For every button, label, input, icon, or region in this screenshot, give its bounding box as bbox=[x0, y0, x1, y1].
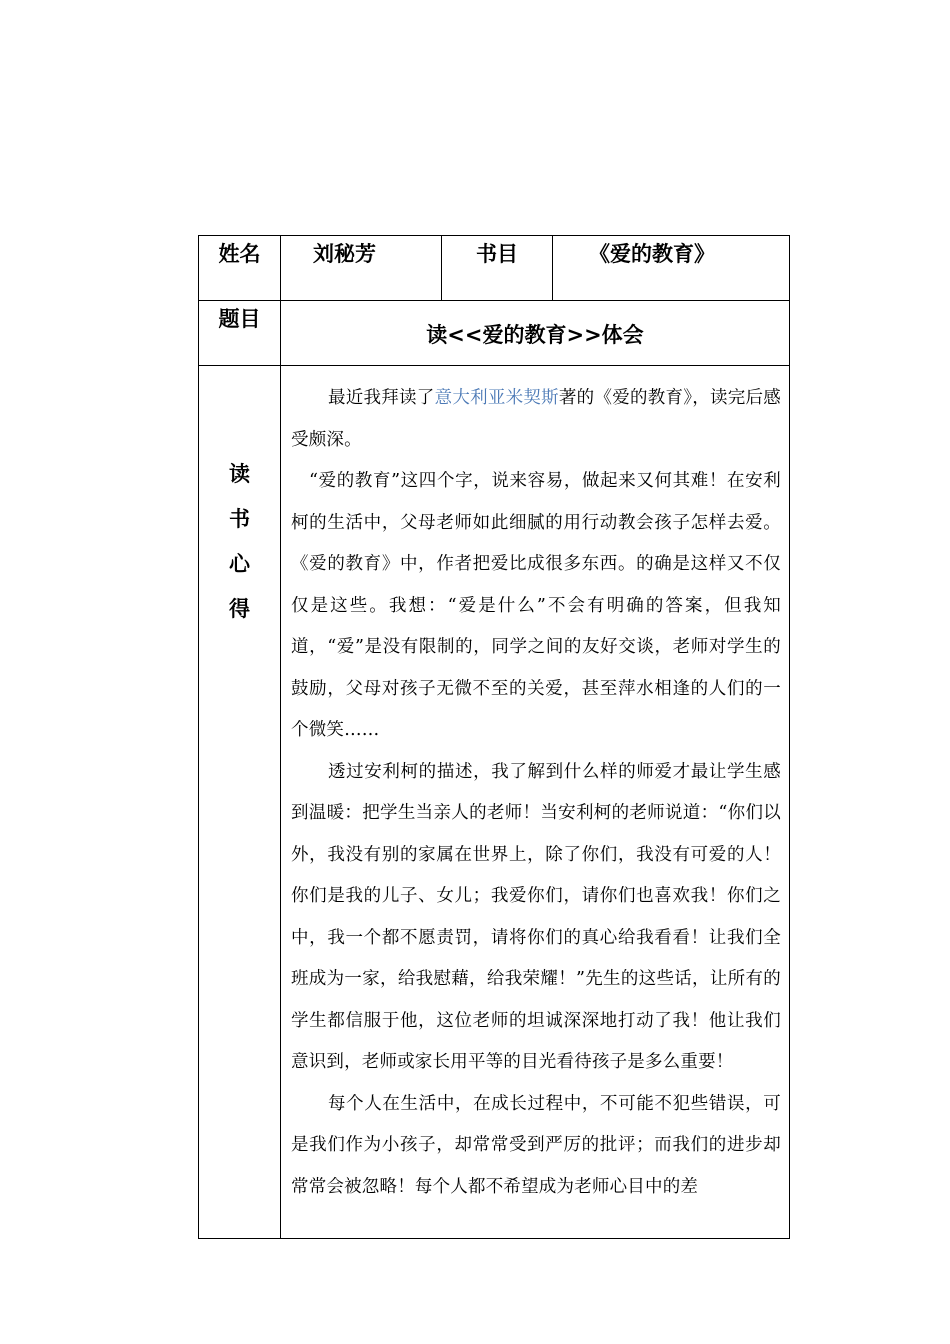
essay-row bbox=[199, 366, 790, 1239]
essay-paragraph-2: “爱的教育”这四个字，说来容易，做起来又何其难！在安利柯的生活中，父母老师如此细腻的用行动教会孩子怎样去爱。《爱的教育》中，作者把爱比成很多东西。的确是这样又不仅仅是这些。我想：“爱是什么”不会有明确的答案，但我知道，“爱”是没有限制的，同学之间的友好交谈，老师对学生的鼓励，父母对孩子无微不至的关爱，甚至萍水相逢的人们的一个微笑…… bbox=[291, 471, 781, 740]
section-label bbox=[199, 366, 281, 1239]
name-value: 刘秘芳 bbox=[281, 236, 442, 301]
topic-label: 题目 bbox=[199, 301, 281, 366]
essay-paragraph-3: 透过安利柯的描述，我了解到什么样的师爱才最让学生感到温暖：把学生当亲人的老师！当安利柯的老师说道：“你们以外，我没有别的家属在世界上，除了你们，我没有可爱的人！你们是我的儿子、女儿；我爱你们，请你们也喜欢我！你们之中，我一个都不愿责罚，请将你们的真心给我看看！让我们全班成为一家，给我慰藉，给我荣耀！”先生的这些话，让所有的学生都信服于他，这位老师的坦诚深深地打动了我！他让我们意识到，老师或家长用平等的目光看待孩子是多么重要！ bbox=[291, 761, 781, 1072]
section-label-char: 得 bbox=[229, 597, 250, 621]
reading-notes-form bbox=[198, 235, 790, 1239]
header-row bbox=[199, 236, 790, 301]
essay-body bbox=[281, 366, 790, 1239]
p1-text-after: 著的《爱的教育》，读完后感受颇深。 bbox=[291, 388, 782, 450]
topic-row bbox=[199, 301, 790, 366]
essay-paragraph-1 bbox=[291, 378, 781, 461]
section-label-char: 心 bbox=[229, 552, 250, 576]
author-link[interactable]: 意大利亚米契斯 bbox=[434, 388, 559, 408]
essay-paragraph-4: 每个人在生活中，在成长过程中，不可能不犯些错误，可是我们作为小孩子，却常常受到严厉的批评；而我们的进步却常常会被忽略！每个人都不希望成为老师心目中的差 bbox=[291, 1093, 781, 1197]
book-label: 书目 bbox=[442, 236, 553, 301]
p1-text-before: 最近我拜读了 bbox=[328, 388, 435, 408]
section-label-char: 书 bbox=[229, 507, 250, 531]
topic-value: 读<<爱的教育>>体会 bbox=[281, 301, 790, 366]
section-label-char: 读 bbox=[229, 462, 250, 486]
book-value: 《爱的教育》 bbox=[553, 236, 790, 301]
name-label: 姓名 bbox=[199, 236, 281, 301]
